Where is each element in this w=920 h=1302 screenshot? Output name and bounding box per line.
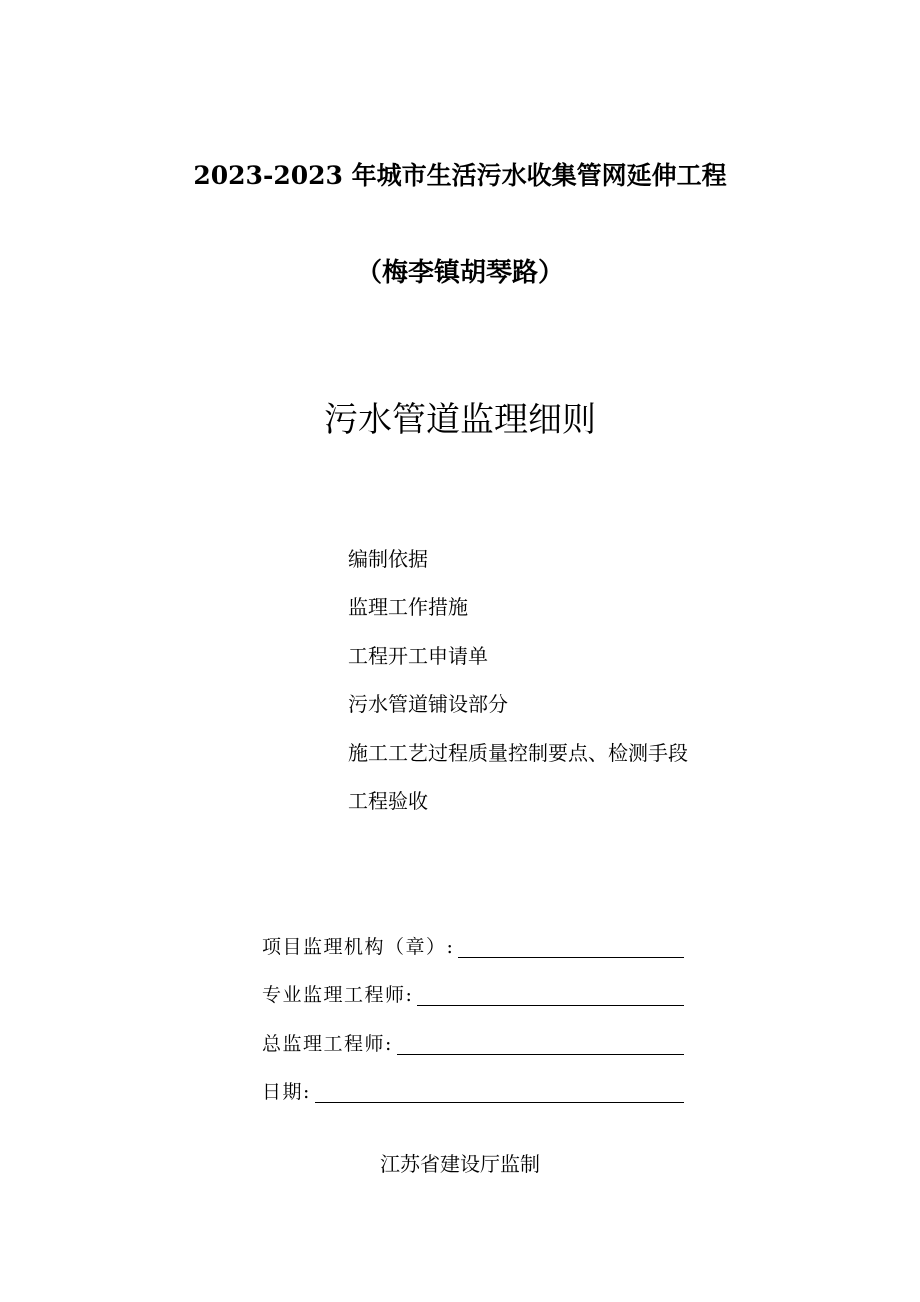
signature-line <box>315 1101 684 1103</box>
signature-block <box>262 931 684 1125</box>
contents-item: 污水管道铺设部分 <box>348 692 508 717</box>
signature-row-date <box>262 1077 684 1126</box>
signature-label: 日期: <box>262 1081 311 1103</box>
contents-item: 工程开工申请单 <box>348 643 488 668</box>
project-title: 2023-2023 年城市生活污水收集管网延伸工程 <box>193 161 727 190</box>
signature-label: 专业监理工程师: <box>262 984 414 1006</box>
contents-item: 工程验收 <box>348 788 428 813</box>
document-title: 污水管道监理细则 <box>324 400 596 440</box>
signature-line <box>417 1004 684 1006</box>
signature-row-chief <box>262 1028 684 1077</box>
signature-line <box>397 1053 684 1055</box>
contents-item: 施工工艺过程质量控制要点、检测手段 <box>348 740 688 765</box>
project-subtitle: （梅李镇胡琴路） <box>355 258 564 288</box>
contents-item: 编制依据 <box>348 547 428 571</box>
signature-label: 总监理工程师: <box>262 1032 393 1055</box>
signature-line <box>458 956 684 958</box>
signature-row-agency <box>262 931 684 980</box>
contents-list <box>348 545 688 835</box>
issuer-footer: 江苏省建设厅监制 <box>380 1152 540 1176</box>
signature-label: 项目监理机构（章）: <box>262 935 455 958</box>
signature-row-specialist <box>262 980 684 1029</box>
contents-item: 监理工作措施 <box>348 595 468 620</box>
